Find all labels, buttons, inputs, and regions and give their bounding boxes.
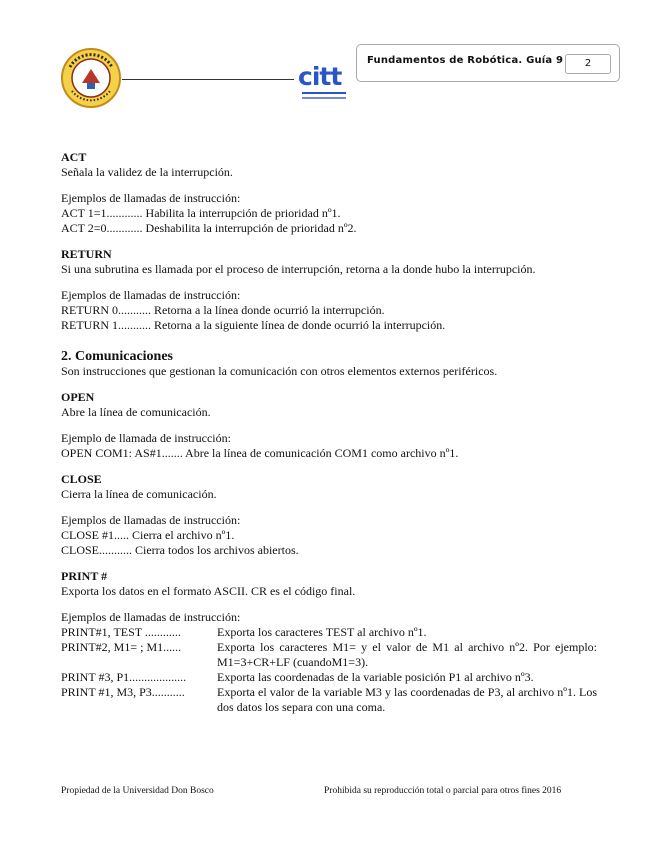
footer-right: Prohibida su reproducción total o parcial para otros fines 2016 xyxy=(324,786,562,796)
example-instruction: PRINT#1, TEST ............ xyxy=(61,625,181,639)
body-text-line: CLOSE #1..... Cierra el archivo nº1. xyxy=(61,528,235,542)
paragraph-gap xyxy=(61,277,601,288)
body-text-line: Señala la validez de la interrupción. xyxy=(61,165,233,179)
body-text-line: RETURN 0........... Retorna a la línea donde ocurrió la interrupción. xyxy=(61,303,385,317)
paragraph-gap xyxy=(61,461,601,472)
instruction-heading: PRINT # xyxy=(61,569,108,583)
document-body xyxy=(61,150,601,715)
paragraph-gap xyxy=(61,502,601,513)
body-text-line: RETURN 1........... Retorna a la siguiente línea de donde ocurrió la interrupción. xyxy=(61,318,446,332)
body-text-line: Son instrucciones que gestionan la comunicación con otros elementos externos periféricos. xyxy=(61,364,498,378)
instruction-example-table xyxy=(61,625,601,715)
body-text-line: Ejemplos de llamadas de instrucción: xyxy=(61,610,241,624)
instruction-heading: OPEN xyxy=(61,390,95,404)
body-text-line: Ejemplos de llamadas de instrucción: xyxy=(61,513,241,527)
instruction-heading: ACT xyxy=(61,150,87,164)
body-text-line: Si una subrutina es llamada por el proceso de interrupción, retorna a la donde hubo la interrupción. xyxy=(61,262,536,276)
example-instruction: PRINT #3, P1................... xyxy=(61,670,187,684)
paragraph-gap xyxy=(61,236,601,247)
citt-logo xyxy=(298,64,350,104)
body-text-line: Cierra la línea de comunicación. xyxy=(61,487,217,501)
body-text-line: ACT 2=0............ Deshabilita la interrupción de prioridad nº2. xyxy=(61,221,357,235)
instruction-heading: RETURN xyxy=(61,247,112,261)
example-description: Exporta el valor de la variable M3 y las coordenadas de P3, al archivo nº1. Los dos datos los separa con una coma. xyxy=(217,685,597,714)
section-heading: 2. Comunicaciones xyxy=(61,349,173,364)
body-text-line: Ejemplos de llamadas de instrucción: xyxy=(61,288,241,302)
body-text-line: CLOSE........... Cierra todos los archivos abiertos. xyxy=(61,543,299,557)
paragraph-gap xyxy=(61,379,601,390)
paragraph-gap xyxy=(61,558,601,569)
citt-logo-bar xyxy=(302,92,346,94)
header-title-box xyxy=(356,44,620,82)
header-rule xyxy=(122,79,294,80)
body-text-line: OPEN COM1: AS#1....... Abre la línea de comunicación COM1 como archivo nº1. xyxy=(61,446,459,460)
body-text-line: Exporta los datos en el formato ASCII. CR es el código final. xyxy=(61,584,356,598)
example-instruction: PRINT#2, M1= ; M1...... xyxy=(61,640,182,654)
instruction-heading: CLOSE xyxy=(61,472,102,486)
paragraph-gap xyxy=(61,180,601,191)
body-text-line: Ejemplos de llamadas de instrucción: xyxy=(61,191,241,205)
example-instruction: PRINT #1, M3, P3........... xyxy=(61,685,185,699)
citt-logo-bar xyxy=(302,97,346,99)
example-description: Exporta los caracteres M1= y el valor de M1 al archivo nº2. Por ejemplo: M1=3+CR+LF (cuandoM1=3). xyxy=(217,640,597,669)
example-description: Exporta los caracteres TEST al archivo nº1. xyxy=(217,625,427,639)
body-text-line: ACT 1=1............ Habilita la interrupción de prioridad nº1. xyxy=(61,206,341,220)
body-text-line: Abre la línea de comunicación. xyxy=(61,405,211,419)
document-title: Fundamentos de Robótica. Guía 9 xyxy=(367,55,564,66)
university-seal-logo xyxy=(60,47,122,109)
footer-left: Propiedad de la Universidad Don Bosco xyxy=(61,786,214,796)
paragraph-gap xyxy=(61,599,601,610)
body-text-line: Ejemplo de llamada de instrucción: xyxy=(61,431,231,445)
citt-logo-word: citt xyxy=(298,62,342,91)
paragraph-gap xyxy=(61,420,601,431)
page-number: 2 xyxy=(565,54,611,74)
example-description: Exporta las coordenadas de la variable posición P1 al archivo nº3. xyxy=(217,670,534,684)
